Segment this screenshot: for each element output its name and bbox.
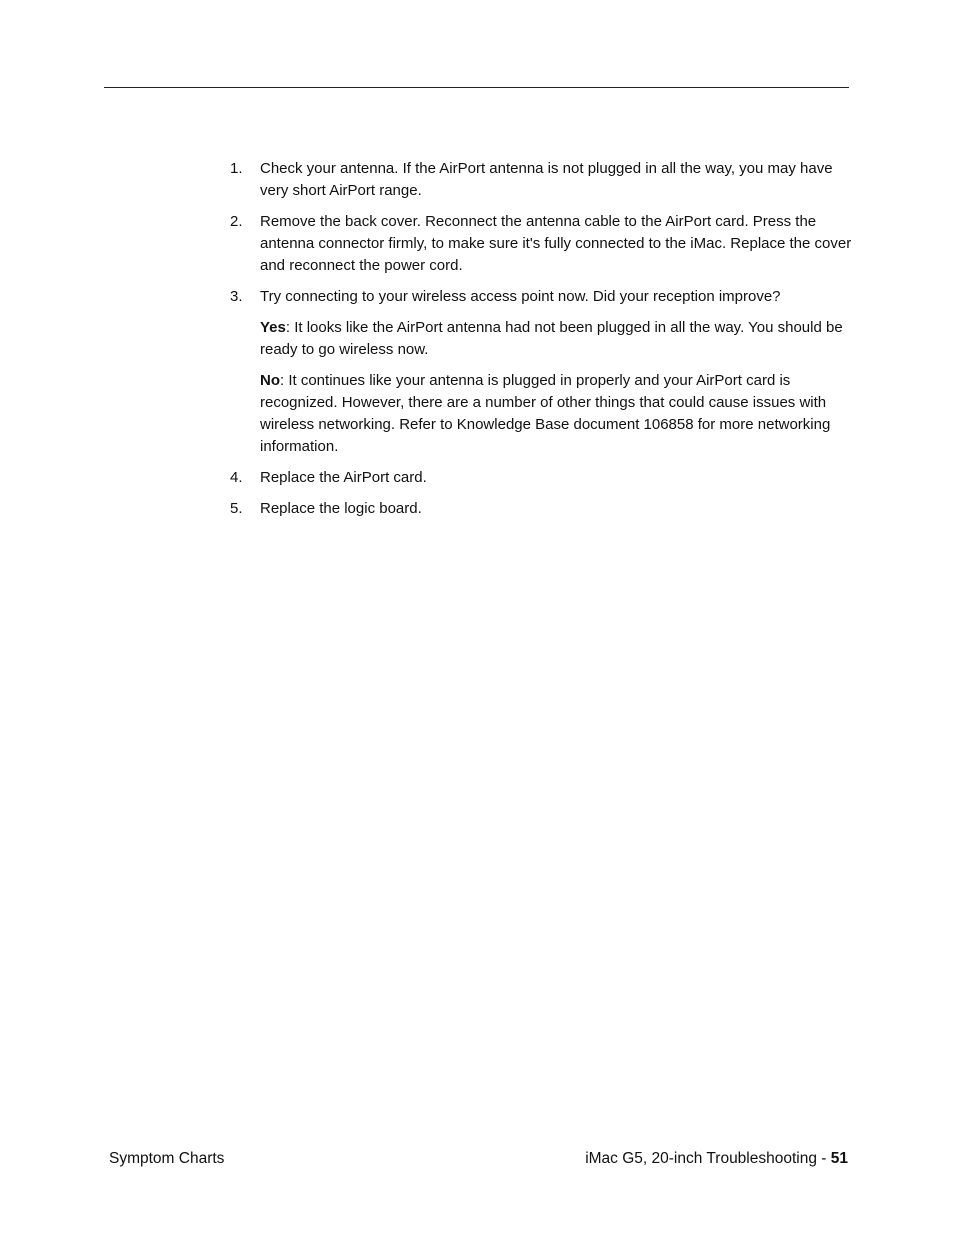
- footer-section-title: Symptom Charts: [109, 1150, 225, 1167]
- list-item: [230, 211, 855, 276]
- step-text: Check your antenna. If the AirPort antenna is not plugged in all the way, you may have very short AirPort range.: [260, 160, 833, 199]
- step-text: Try connecting to your wireless access point now. Did your reception improve?: [260, 287, 781, 305]
- step-number: 1.: [230, 160, 243, 177]
- yes-answer: [260, 317, 855, 361]
- list-item: [230, 286, 855, 308]
- footer-page-info: [585, 1149, 848, 1169]
- step-text: Replace the logic board.: [260, 500, 422, 518]
- footer-doc-title: iMac G5, 20-inch Troubleshooting -: [585, 1150, 831, 1167]
- step-text: Replace the AirPort card.: [260, 469, 427, 487]
- step-number: 5.: [230, 500, 243, 518]
- no-label: No: [260, 372, 280, 390]
- no-text: : It continues like your antenna is plugged in properly and your AirPort card is recognized. However, there are a number of other things that could cause issues with wireless networking. Refer to Knowledge Base document 106858 for more networking information.: [260, 372, 831, 455]
- step-number: 3.: [230, 287, 243, 305]
- yes-label: Yes: [260, 319, 286, 337]
- step-number: 4.: [230, 469, 243, 487]
- step-text: Remove the back cover. Reconnect the antenna cable to the AirPort card. Press the antenna connector firmly, to make sure it's fully connected to the iMac. Replace the cover and reconnect the power cord.: [260, 213, 852, 274]
- step-number: 2.: [230, 213, 243, 231]
- header-rule: [104, 87, 849, 88]
- troubleshooting-steps: [230, 158, 855, 530]
- page-number: 51: [830, 1150, 848, 1167]
- list-item: [230, 158, 855, 202]
- list-item: [230, 467, 855, 489]
- yes-text: : It looks like the AirPort antenna had not been plugged in all the way. You should be ready to go wireless now.: [260, 319, 843, 359]
- no-answer: [260, 370, 855, 457]
- list-item: [230, 498, 855, 520]
